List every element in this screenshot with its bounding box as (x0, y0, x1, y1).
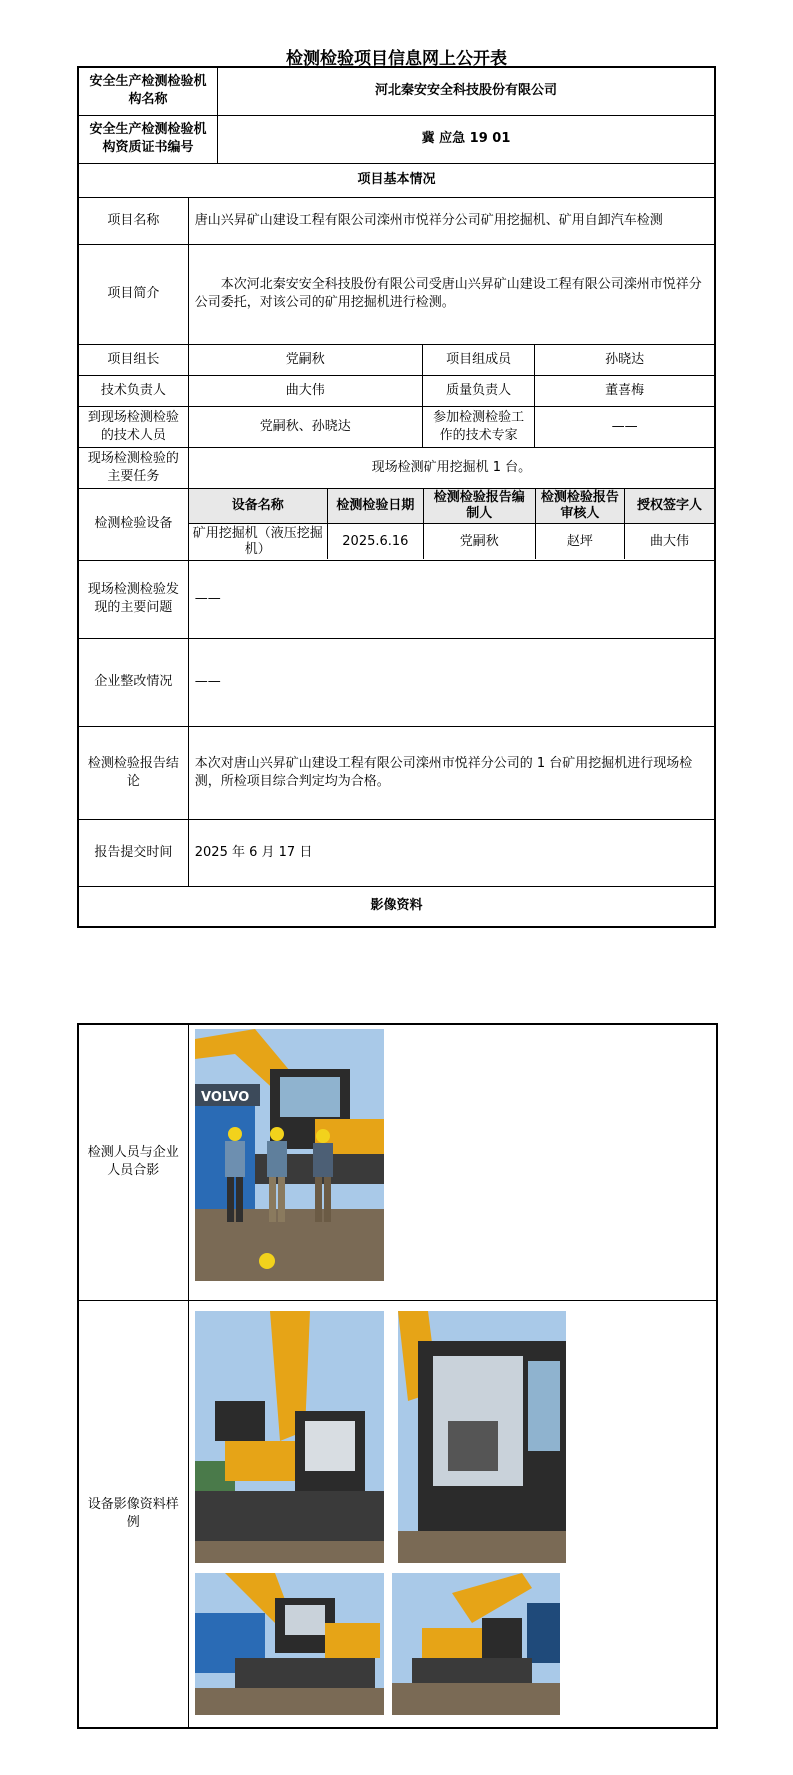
equipment-table (189, 489, 714, 560)
equipment-date: 2025.6.16 (327, 523, 423, 559)
project-intro: 本次河北秦安安全科技股份有限公司受唐山兴昇矿山建设工程有限公司滦州市悦祥分公司委托，对该公司的矿用挖掘机进行检测。 (188, 244, 715, 344)
image-table (77, 1023, 718, 1729)
onsite-staff: 党嗣秋、孙晓达 (188, 406, 422, 447)
equipment-reviewer: 赵坪 (535, 523, 624, 559)
rectify: —— (188, 638, 715, 726)
leader: 党嗣秋 (188, 344, 422, 375)
equipment-header-reviewer: 检测检验报告审核人 (535, 489, 624, 524)
equipment-photo-front (195, 1311, 384, 1563)
equipment-author: 党嗣秋 (423, 523, 535, 559)
equipment-photo-cell (188, 1300, 717, 1728)
rectify-label: 企业整改情况 (78, 638, 188, 726)
basic-section-heading: 项目基本情况 (78, 163, 715, 197)
quality: 董喜梅 (535, 375, 715, 406)
group-photo (195, 1029, 384, 1281)
expert-label: 参加检测检验工作的技术专家 (422, 406, 535, 447)
institution-name: 河北秦安安全科技股份有限公司 (218, 67, 715, 115)
conclusion-label: 检测检验报告结论 (78, 726, 188, 819)
issues: —— (188, 560, 715, 638)
tech: 曲大伟 (188, 375, 422, 406)
submit-label: 报告提交时间 (78, 819, 188, 886)
leader-label: 项目组长 (78, 344, 188, 375)
tech-label: 技术负责人 (78, 375, 188, 406)
issues-label: 现场检测检验发现的主要问题 (78, 560, 188, 638)
member: 孙晓达 (535, 344, 715, 375)
project-intro-label: 项目简介 (78, 244, 188, 344)
project-name-label: 项目名称 (78, 197, 188, 244)
cert-no: 冀 应急 19 01 (218, 115, 715, 163)
equipment-photo-side-right (392, 1573, 560, 1715)
conclusion: 本次对唐山兴昇矿山建设工程有限公司滦州市悦祥分公司的 1 台矿用挖掘机进行现场检测，所检项目综合判定均为合格。 (188, 726, 715, 819)
document-title: 检测检验项目信息网上公开表 (286, 49, 507, 69)
photo-logo: VOLVO (200, 1090, 249, 1105)
group-photo-label: 检测人员与企业人员合影 (78, 1024, 188, 1300)
equipment-signer: 曲大伟 (625, 523, 714, 559)
equipment-name: 矿用挖掘机（液压挖掘机） (189, 523, 328, 559)
equipment-header-signer: 授权签字人 (625, 489, 714, 524)
equipment-header-author: 检测检验报告编制人 (423, 489, 535, 524)
project-name: 唐山兴昇矿山建设工程有限公司滦州市悦祥分公司矿用挖掘机、矿用自卸汽车检测 (188, 197, 715, 244)
submit-time: 2025 年 6 月 17 日 (188, 819, 715, 886)
image-section-heading: 影像资料 (78, 886, 715, 927)
equipment-header-date: 检测检验日期 (327, 489, 423, 524)
equipment-cell (188, 488, 715, 560)
equipment-label: 检测检验设备 (78, 488, 188, 560)
equipment-header-name: 设备名称 (189, 489, 328, 524)
info-table (77, 66, 716, 928)
task-label: 现场检测检验的主要任务 (78, 447, 188, 488)
expert: —— (535, 406, 715, 447)
equipment-photo-cab (398, 1311, 566, 1563)
equipment-photo-label: 设备影像资料样例 (78, 1300, 188, 1728)
institution-name-label: 安全生产检测检验机构名称 (78, 67, 218, 115)
onsite-staff-label: 到现场检测检验的技术人员 (78, 406, 188, 447)
group-photo-cell (188, 1024, 717, 1300)
member-label: 项目组成员 (422, 344, 535, 375)
cert-no-label: 安全生产检测检验机构资质证书编号 (78, 115, 218, 163)
quality-label: 质量负责人 (422, 375, 535, 406)
task: 现场检测矿用挖掘机 1 台。 (188, 447, 715, 488)
equipment-photo-side-left (195, 1573, 384, 1715)
